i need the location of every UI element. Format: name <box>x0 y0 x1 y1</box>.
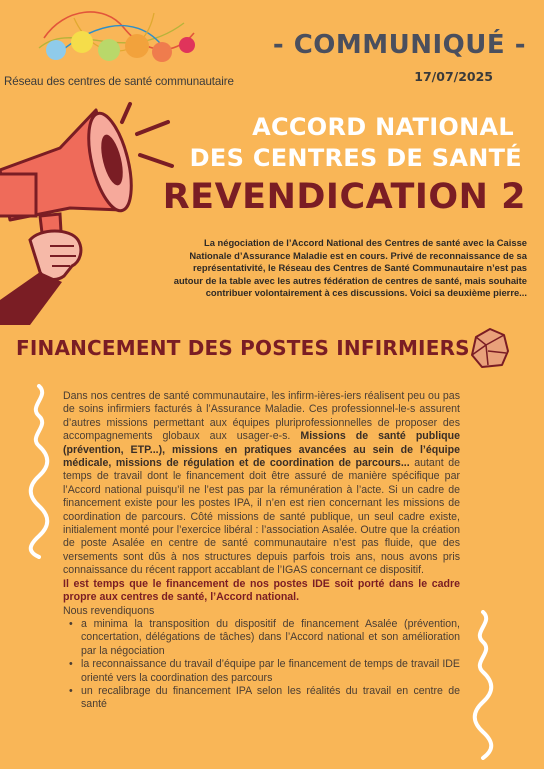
logo-name: Réseau des centres de santé communautaire <box>4 75 234 88</box>
list-intro: Nous revendiquons <box>63 604 155 617</box>
stone-icon <box>466 325 512 371</box>
communique-heading: - COMMUNIQUÉ - <box>272 30 526 60</box>
logo-graphic-icon <box>34 8 204 74</box>
body-text: Dans nos centres de santé communautaire, les infirm-ières-iers réalisent peu ou pas de soins infirmiers facturés à l’Assurance Maladie. Ces professionnel-le-s assurent d’autres missions permettant aux équipes pluriprofessionnelles de proposer des accompagnements globaux aux usager-e-s. <box>63 390 460 443</box>
body-text-continued: autant de temps de travail dont le financement doit être assuré de manière spécifique par l’Accord national puisqu’il ne l’est pas par la rémunération à l’acte. Si un cadre de financement existe pour les postes IPA, il n’en est rien concernant les missions de coordination de parcours. Côté missions de santé publique, un seul cadre existe, initialement monté pour l’exercice libéral : l’association Asalée. Outre que la création de poste Asalée en centre de santé communautaire n’est pas fluide, que des versements sont dûs à nos structures depuis parfois trois ans, nous avons pris connaissance du récent rapport accablant de l’IGAS concernant ce dispositif. <box>63 457 460 577</box>
squiggle-left-icon <box>28 384 50 559</box>
article-body <box>63 390 460 712</box>
title-line-1: ACCORD NATIONAL <box>252 113 514 141</box>
list-item: • un recalibrage du financement IPA selon les réalités du travail en centre de santé <box>63 685 460 712</box>
body-bold-text: Missions de santé publique (prévention, ETP...), missions en pratiques avancées au sein de l’équipe médicale, missions de régulation et de coordination de parcours... <box>63 430 460 470</box>
publication-date: 17/07/2025 <box>414 69 493 84</box>
demand-statement: Il est temps que le financement de nos postes IDE soit porté dans le cadre propre aux centres de santé, l’Accord national. <box>63 577 460 604</box>
squiggle-right-icon <box>472 610 494 760</box>
body-paragraph <box>63 390 460 578</box>
list-item: • a minima la transposition du dispositif de financement Asalée (prévention, concertation, délégations de tâches) dans l’Accord national et son amélioration par la négociation <box>63 618 460 658</box>
section-title: FINANCEMENT DES POSTES INFIRMIERS <box>16 336 470 360</box>
intro-paragraph: La négociation de l’Accord National des Centres de santé avec la Caisse Nationale d’Assurance Maladie est en cours. Privé de reconnaissance de sa représentativité, le Réseau des Centres de Santé Communautaire n’est pas autour de la table avec les autres fédération de centres de santé, mais souhaite contribuer volontairement à ces discussions. Voici sa deuxième pierre... <box>173 237 527 299</box>
title-line-2: DES CENTRES DE SANTÉ <box>189 144 522 172</box>
list-item: • la reconnaissance du travail d’équipe par le financement de temps de travail IDE orienté vers la coordination des parcours <box>63 658 460 685</box>
title-line-3: REVENDICATION 2 <box>162 177 526 217</box>
demands-list <box>63 618 460 712</box>
logo <box>4 8 244 90</box>
